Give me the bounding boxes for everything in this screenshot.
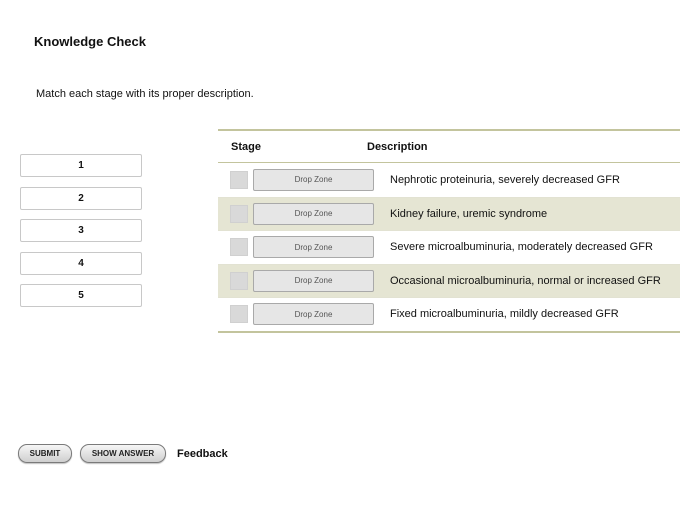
action-bar [18,444,228,463]
instruction-text: Match each stage with its proper description. [36,88,254,100]
drag-item-list [20,154,142,317]
table-row [218,264,680,298]
table-row [218,163,680,197]
row-status-box [230,171,248,189]
table-header [218,131,680,163]
description-column-header: Description [367,140,428,153]
drop-zone[interactable]: Drop Zone [253,270,374,292]
feedback-label: Feedback [177,447,228,460]
show-answer-button[interactable]: SHOW ANSWER [80,444,166,463]
table-row [218,230,680,264]
drag-item-2[interactable]: 2 [20,187,142,210]
row-status-box [230,238,248,256]
drag-item-4[interactable]: 4 [20,252,142,275]
row-status-box [230,205,248,223]
row-description: Severe microalbuminuria, moderately decreased GFR [390,241,653,254]
row-description: Occasional microalbuminuria, normal or increased GFR [390,274,661,287]
drag-item-1[interactable]: 1 [20,154,142,177]
drop-zone[interactable]: Drop Zone [253,169,374,191]
drag-item-3[interactable]: 3 [20,219,142,242]
table-row [218,197,680,231]
table-row [218,297,680,331]
row-description: Nephrotic proteinuria, severely decreased GFR [390,173,620,186]
row-description: Kidney failure, uremic syndrome [390,207,548,220]
drop-zone[interactable]: Drop Zone [253,236,374,258]
row-status-box [230,272,248,290]
page-title: Knowledge Check [34,34,146,49]
drop-zone[interactable]: Drop Zone [253,203,374,225]
submit-button[interactable]: SUBMIT [18,444,72,463]
stage-column-header: Stage [231,140,261,153]
row-description: Fixed microalbuminuria, mildly decreased GFR [390,308,619,321]
match-table [218,129,680,333]
row-status-box [230,305,248,323]
drag-item-5[interactable]: 5 [20,284,142,307]
drop-zone[interactable]: Drop Zone [253,303,374,325]
